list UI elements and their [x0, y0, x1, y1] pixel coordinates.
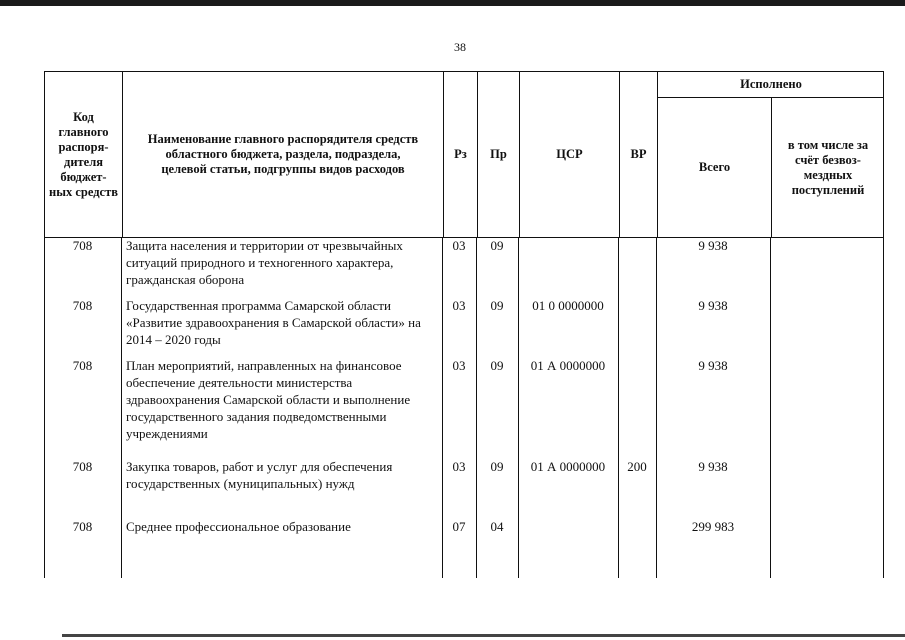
cell-pr: 09: [490, 459, 504, 474]
header-pr: Пр: [477, 72, 519, 237]
table-header: [44, 71, 884, 238]
header-executed: Исполнено: [657, 72, 884, 97]
cell-code: 708: [72, 238, 93, 253]
cell-csr: 01 А 0000000: [530, 358, 606, 373]
cell-rz: 07: [452, 519, 466, 534]
cell-name: Защита населения и территории от чрезвычайных ситуаций природного и техногенного характера, гражданская оборона: [126, 238, 403, 287]
scan-edge-top: [0, 0, 905, 6]
cell-rz: 03: [452, 238, 466, 253]
scan-edge-bottom: [62, 634, 905, 637]
cell-pr: 04: [490, 519, 504, 534]
cell-name: План мероприятий, направленных на финансовое обеспечение деятельности министерства здравоохранения Самарской области и выполнение государственного задания подведомственными учреждениями: [126, 358, 411, 441]
cell-rz: 03: [452, 298, 466, 313]
cell-csr: 01 А 0000000: [530, 459, 606, 474]
cell-name: Среднее профессиональное образование: [126, 519, 351, 534]
cell-pr: 09: [490, 358, 504, 373]
cell-total: 9 938: [698, 238, 728, 253]
cell-name: Государственная программа Самарской области «Развитие здравоохранения в Самарской области» на 2014 – 2020 годы: [126, 298, 421, 347]
header-rz: Рз: [443, 72, 477, 237]
header-code: Код главного распоря-дителя бюджет-ных средств: [49, 109, 118, 199]
header-csr: ЦСР: [519, 72, 619, 237]
cell-code: 708: [72, 519, 93, 534]
header-vr: ВР: [619, 72, 657, 237]
cell-pr: 09: [490, 298, 504, 313]
header-name: Наименование главного распорядителя средств областного бюджета, раздела, подраздела, целевой статьи, подгруппы видов расходов: [122, 72, 443, 237]
header-total: Всего: [657, 98, 771, 237]
column-divider: [518, 238, 519, 578]
cell-total: 9 938: [698, 459, 728, 474]
page-number: 38: [454, 40, 466, 54]
header-including: в том числе за счёт безвоз-мездных поступлений: [771, 98, 884, 237]
cell-code: 708: [72, 358, 93, 373]
cell-rz: 03: [452, 459, 466, 474]
cell-code: 708: [72, 298, 93, 313]
cell-total: 9 938: [698, 358, 728, 373]
cell-total: 299 983: [691, 519, 735, 534]
cell-rz: 03: [452, 358, 466, 373]
cell-total: 9 938: [698, 298, 728, 313]
column-divider: [618, 238, 619, 578]
column-divider: [770, 238, 771, 578]
column-divider: [883, 238, 884, 578]
cell-name: Закупка товаров, работ и услуг для обеспечения государственных (муниципальных) нужд: [126, 459, 393, 491]
cell-code: 708: [72, 459, 93, 474]
cell-csr: 01 0 0000000: [532, 298, 604, 313]
cell-pr: 09: [490, 238, 504, 253]
cell-vr: 200: [627, 459, 647, 474]
column-divider: [121, 238, 122, 578]
